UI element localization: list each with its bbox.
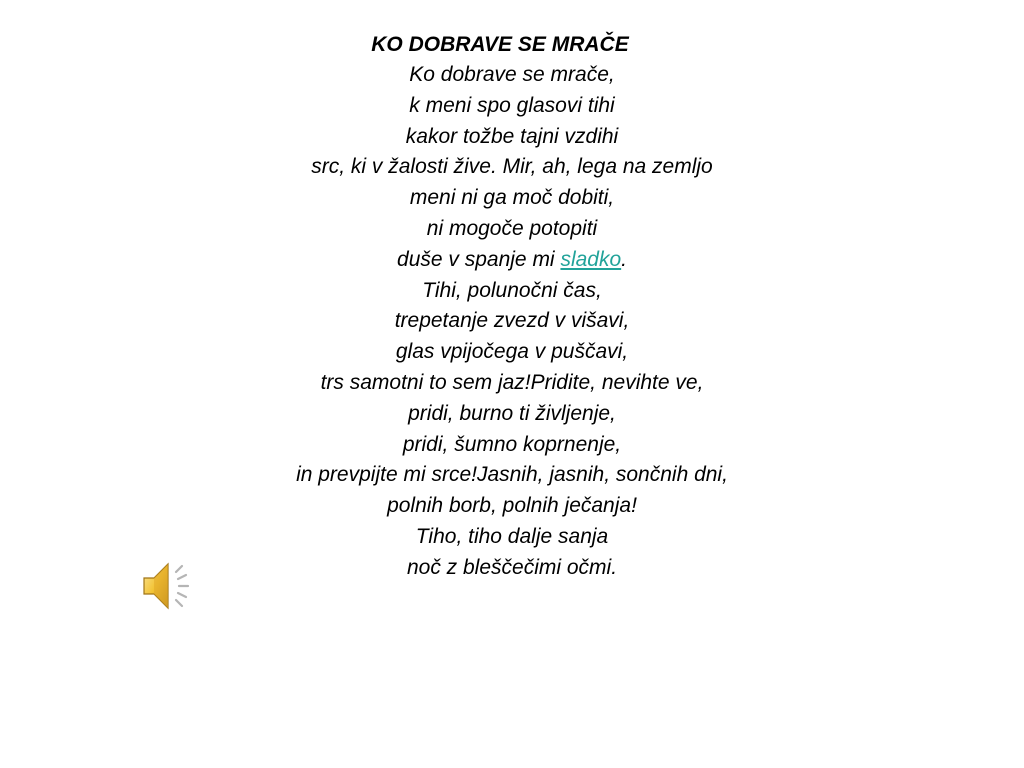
poem-line: kakor tožbe tajni vzdihi [405, 124, 619, 148]
poem-line: meni ni ga moč dobiti, [409, 186, 615, 210]
poem-line: pridi, šumno koprnenje, [402, 432, 622, 456]
poem-title: KO DOBRAVE SE MRAČE [371, 33, 629, 56]
poem-line: Ko dobrave se mrače, [409, 63, 615, 86]
poem-line: in prevpijte mi srce!Jasnih, jasnih, sončnih dni, [296, 463, 728, 487]
poem-line: trepetanje zvezd v višavi, [394, 309, 630, 333]
poem-line: trs samotni to sem jaz!Pridite, nevihte ve, [320, 370, 704, 394]
sladko-link[interactable]: sladko [560, 247, 622, 271]
poem-line: glas vpijočega v puščavi, [395, 340, 629, 364]
poem-line: k meni spo glasovi tihi [409, 93, 615, 117]
poem-line: noč z bleščečimi očmi. [406, 555, 618, 579]
poem-line: Tihi, polunočni čas, [422, 278, 602, 302]
poem-text: duše v spanje mi [397, 247, 561, 271]
speaker-icon[interactable] [138, 558, 196, 614]
poem-line-with-link [0, 245, 1024, 276]
poem-line: Tiho, tiho dalje sanja [415, 524, 609, 548]
poem-line: polnih borb, polnih ječanja! [387, 494, 637, 518]
poem-line: pridi, burno ti življenje, [408, 401, 616, 425]
poem-text: . [621, 247, 627, 271]
poem-body [0, 60, 1024, 584]
poem-line: src, ki v žalosti žive. Mir, ah, lega na zemljo [311, 155, 713, 179]
poem-line: ni mogoče potopiti [426, 216, 598, 240]
